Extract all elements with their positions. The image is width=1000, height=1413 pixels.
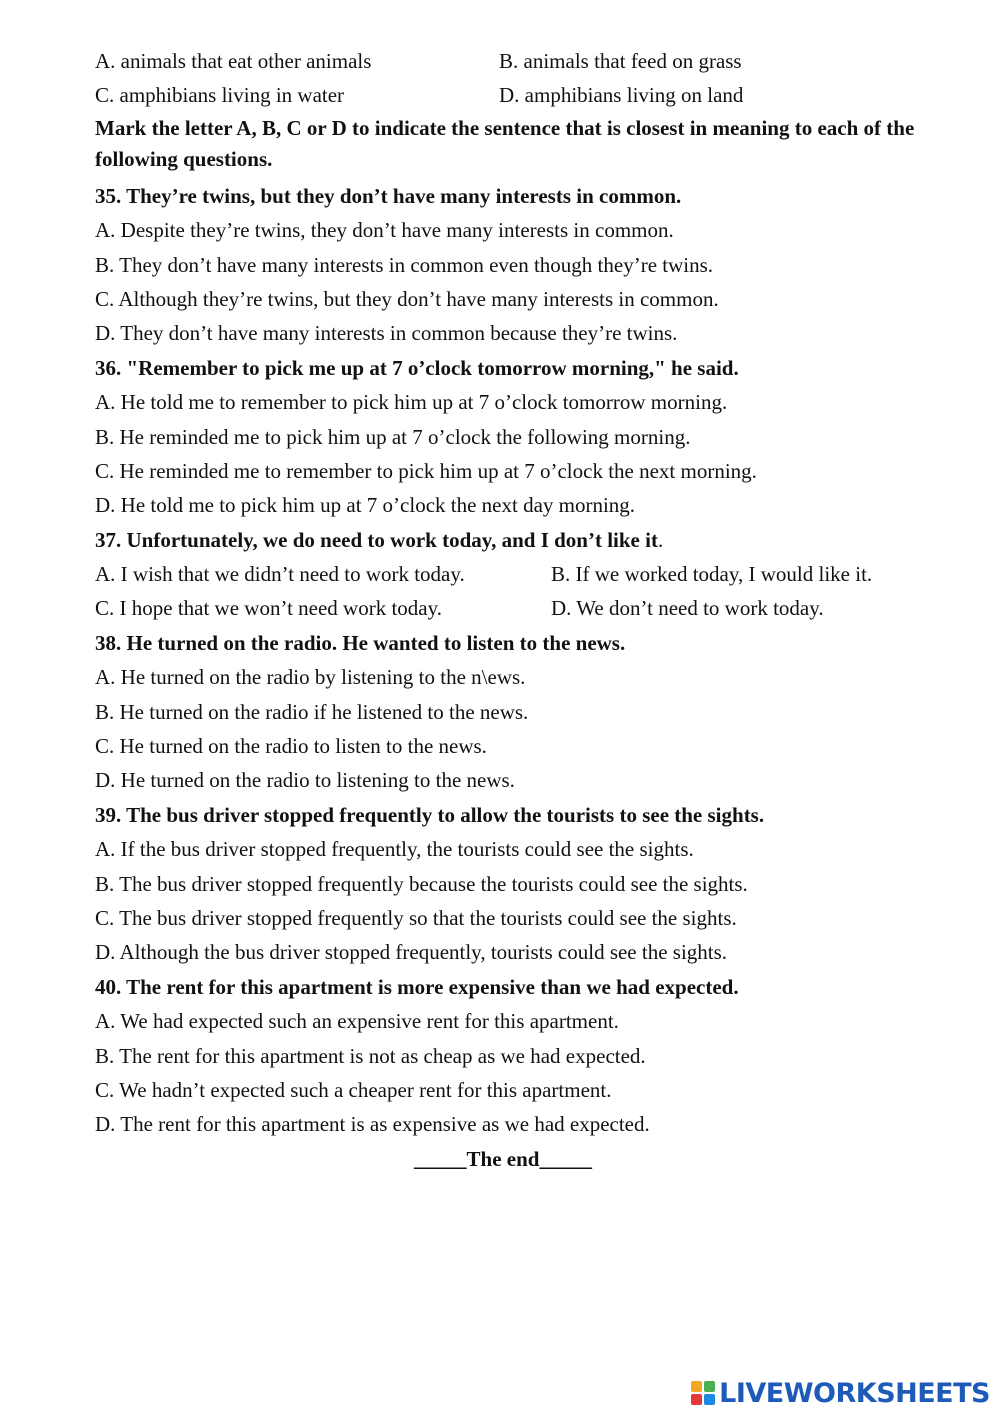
q39-option-a: A. If the bus driver stopped frequently, the tourists could see the sights. <box>95 837 694 862</box>
q40-option-d: D. The rent for this apartment is as expensive as we had expected. <box>95 1112 650 1137</box>
q38-option-b: B. He turned on the radio if he listened to the news. <box>95 699 529 724</box>
q37-option-a: A. I wish that we didn’t need to work today. <box>95 562 465 587</box>
q40-option-c: C. We hadn’t expected such a cheaper rent for this apartment. <box>95 1077 612 1102</box>
q40-option-a: A. We had expected such an expensive rent for this apartment. <box>95 1009 619 1034</box>
question-37 <box>95 523 965 557</box>
logo-square-2 <box>704 1381 715 1392</box>
q38-option-a: A. He turned on the radio by listening to the n\ews. <box>95 665 526 690</box>
q36-option-d: D. He told me to pick him up at 7 o’clock the next day morning. <box>95 493 636 518</box>
q35-option-a: A. Despite they’re twins, they don’t have many interests in common. <box>95 218 674 243</box>
q37-option-c: C. I hope that we won’t need work today. <box>95 596 443 621</box>
q39-option-b: B. The bus driver stopped frequently because the tourists could see the sights. <box>95 871 748 896</box>
question-37-period: . <box>657 527 664 552</box>
q35-option-b: B. They don’t have many interests in common even though they’re twins. <box>95 252 714 277</box>
logo-square-3 <box>691 1394 702 1405</box>
liveworksheets-footer[interactable] <box>691 1375 990 1411</box>
question-37-text: 37. Unfortunately, we do need to work today, and I don’t like it <box>95 527 658 552</box>
question-35: 35. They’re twins, but they don’t have many interests in common. <box>95 183 682 208</box>
q35-option-c: C. Although they’re twins, but they don’t have many interests in common. <box>95 286 719 311</box>
liveworksheets-logo-text: LIVEWORKSHEETS <box>719 1377 990 1409</box>
option-c: C. amphibians living in water <box>95 83 345 108</box>
q39-option-d: D. Although the bus driver stopped frequently, tourists could see the sights. <box>95 940 728 965</box>
q37-options-row-cd <box>95 591 965 625</box>
q36-option-a: A. He told me to remember to pick him up at 7 o’clock tomorrow morning. <box>95 390 728 415</box>
q38-option-c: C. He turned on the radio to listen to the news. <box>95 734 487 759</box>
option-d: D. amphibians living on land <box>499 83 744 108</box>
logo-square-1 <box>691 1381 702 1392</box>
q35-option-d: D. They don’t have many interests in common because they’re twins. <box>95 321 678 346</box>
q39-option-c: C. The bus driver stopped frequently so that the tourists could see the sights. <box>95 905 737 930</box>
q38-option-d: D. He turned on the radio to listening to the news. <box>95 768 515 793</box>
option-b: B. animals that feed on grass <box>499 49 742 73</box>
the-end-label: _____The end_____ <box>414 1146 592 1171</box>
question-38: 38. He turned on the radio. He wanted to listen to the news. <box>95 630 626 655</box>
options-row-cd <box>95 78 965 112</box>
question-39: 39. The bus driver stopped frequently to allow the tourists to see the sights. <box>95 802 765 827</box>
q37-option-b: B. If we worked today, I would like it. <box>551 562 873 587</box>
section-instruction: Mark the letter A, B, C or D to indicate the sentence that is closest in meaning to each of the following questions. <box>95 115 915 171</box>
option-a: A. animals that eat other animals <box>95 49 372 73</box>
q36-option-b: B. He reminded me to pick him up at 7 o’clock the following morning. <box>95 424 691 449</box>
question-36: 36. "Remember to pick me up at 7 o’clock tomorrow morning," he said. <box>95 355 739 380</box>
q37-options-row-ab <box>95 557 965 591</box>
q40-option-b: B. The rent for this apartment is not as cheap as we had expected. <box>95 1043 646 1068</box>
question-40: 40. The rent for this apartment is more expensive than we had expected. <box>95 974 739 999</box>
liveworksheets-logo-icon <box>691 1381 715 1405</box>
options-row-ab <box>95 44 965 78</box>
logo-square-4 <box>704 1394 715 1405</box>
worksheet-page <box>95 44 965 1176</box>
q37-option-d: D. We don’t need to work today. <box>551 596 824 621</box>
q36-option-c: C. He reminded me to remember to pick him up at 7 o’clock the next morning. <box>95 458 757 483</box>
